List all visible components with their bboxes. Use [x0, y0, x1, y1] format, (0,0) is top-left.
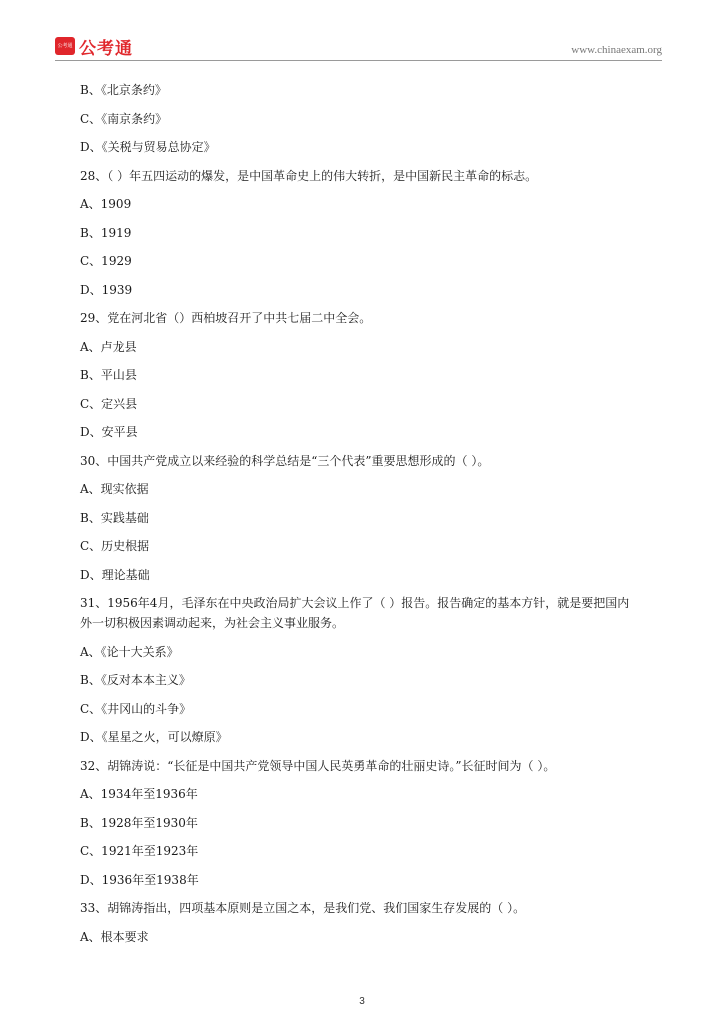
question-30: 30、中国共产党成立以来经验的科学总结是“三个代表”重要思想形成的（ ）。 [80, 453, 490, 468]
option-c-line: C、《南京条约》 [80, 111, 168, 126]
question-31: 31、1956年4月，毛泽东在中央政治局扩大会议上作了（ ）报告。报告确定的基本方针，就是要把国内 [80, 596, 630, 610]
option-a-line: A、1909 [80, 197, 132, 211]
option-b-line: B、《北京条约》 [80, 83, 167, 97]
option-b-line: B、1919 [80, 225, 132, 240]
option-c-line: C、定兴县 [80, 396, 138, 411]
option-a-line: A、现实依据 [80, 482, 149, 496]
option-d-line: D、1939 [80, 282, 133, 297]
page-header [0, 0, 724, 70]
question-32: 32、胡锦涛说：“长征是中国共产党领导中国人民英勇革命的壮丽史诗。”长征时间为（ ）。 [80, 758, 556, 773]
page-number: 3 [359, 996, 365, 1007]
option-d-line: D、《关税与贸易总协定》 [80, 140, 216, 154]
option-b-line: B、实践基础 [80, 510, 149, 525]
option-d-line: D、1936年至1938年 [80, 872, 199, 887]
question-28: 28、（ ）年五四运动的爆发，是中国革命史上的伟大转折，是中国新民主革命的标志。 [80, 168, 538, 183]
question-31-continuation: 外一切积极因素调动起来，为社会主义事业服务。 [80, 616, 345, 630]
option-c-line: C、《井冈山的斗争》 [80, 701, 192, 716]
option-b-line: B、1928年至1930年 [80, 815, 198, 830]
option-a-line: A、卢龙县 [80, 339, 137, 354]
logo-text: 公考通 [79, 38, 133, 59]
option-a-line: A、根本要求 [80, 929, 149, 944]
option-c-line: C、历史根据 [80, 539, 150, 553]
option-a-line: A、《论十大关系》 [80, 644, 179, 659]
logo-badge-icon: 公考通 [55, 37, 75, 55]
option-d-line: D、理论基础 [80, 567, 150, 582]
option-b-line: B、平山县 [80, 368, 137, 382]
option-c-line: C、1929 [80, 254, 132, 268]
option-c-line: C、1921年至1923年 [80, 844, 199, 858]
option-a-line: A、1934年至1936年 [80, 787, 198, 801]
question-29: 29、党在河北省（）西柏坡召开了中共七届二中全会。 [80, 311, 372, 325]
document-body [80, 82, 670, 957]
site-url[interactable]: www.chinaexam.org [571, 44, 662, 56]
question-33: 33、胡锦涛指出，四项基本原则是立国之本，是我们党、我们国家生存发展的（ ）。 [80, 901, 526, 915]
option-d-line: D、《星星之火，可以燎原》 [80, 730, 228, 744]
header-divider [55, 60, 662, 61]
option-b-line: B、《反对本本主义》 [80, 673, 191, 687]
option-d-line: D、安平县 [80, 425, 138, 439]
brand-logo[interactable] [55, 35, 133, 57]
